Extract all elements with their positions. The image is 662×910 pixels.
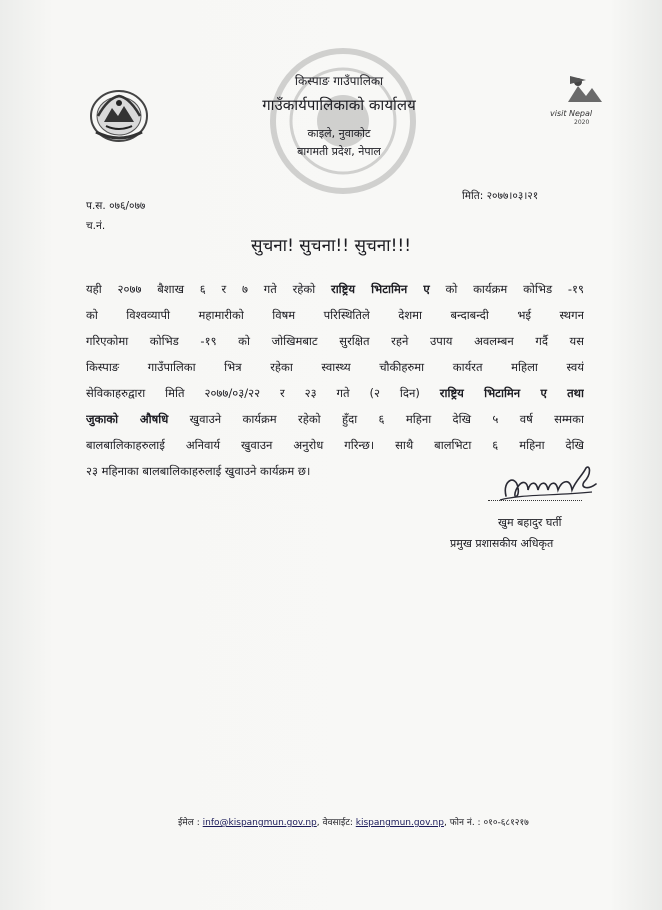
notice-body bbox=[86, 276, 584, 484]
visit-nepal-text: visit Nepal bbox=[550, 109, 593, 118]
cn-number: च.नं. bbox=[86, 220, 106, 232]
email-label: ईमेल : bbox=[178, 818, 203, 828]
body-line: किस्पाङ गाउँपालिका भित्र रहेका स्वास्थ्य चौकीहरुमा कार्यरत महिला स्वयं bbox=[86, 360, 584, 374]
body-line: को विश्वव्यापी महामारीको विषम परिस्थितिले देशमा बन्दाबन्दी भई स्थगन bbox=[86, 308, 584, 322]
phone-number: ०१०-६८१२१७ bbox=[483, 818, 529, 828]
body-line: जुकाको औषधि खुवाउने कार्यक्रम रहेको हुँदा ६ महिना देखि ५ वर्ष सम्मका bbox=[86, 412, 584, 426]
office-address: काइले, नुवाकोट bbox=[307, 127, 371, 140]
footer-contact bbox=[178, 815, 529, 828]
ps-number: प.स. ०७६/०७७ bbox=[86, 200, 146, 212]
email-link[interactable]: info@kispangmun.gov.np bbox=[202, 818, 317, 828]
body-line: सेविकाहरुद्वारा मिति २०७७/०३/२२ र २३ गते (२ दिन) राष्ट्रिय भिटामिन ए तथा bbox=[86, 386, 584, 400]
letter-date: मिति: २०७७।०३।२१ bbox=[462, 190, 539, 202]
body-line: यही २०७७ बैशाख ६ र ७ गते रहेको राष्ट्रिय भिटामिन ए को कार्यक्रम कोभिड -१९ bbox=[86, 282, 584, 296]
notice-title: सुचना! सुचना!! सुचना!!! bbox=[250, 236, 412, 256]
website-link[interactable]: kispangmun.gov.np bbox=[355, 818, 444, 828]
signature-line bbox=[488, 496, 582, 501]
visit-nepal-year: 2020 bbox=[574, 119, 590, 126]
office-seal-icon bbox=[268, 46, 418, 196]
signatory-post: प्रमुख प्रशासकीय अधिकृत bbox=[450, 537, 554, 550]
municipality-name: किस्पाङ गाउँपालिका bbox=[294, 74, 384, 88]
website-label: , वेवसाईट: bbox=[316, 818, 356, 828]
office-name: गाउँकार्यपालिकाको कार्यालय bbox=[262, 96, 416, 114]
body-line: २३ महिनाका बालबालिकाहरुलाई खुवाउने कार्यक्रम छ। bbox=[86, 464, 311, 478]
handwritten-signature-icon bbox=[492, 460, 604, 510]
body-line: गरिएकोमा कोभिड -१९ को जोखिमबाट सुरक्षित रहने उपाय अवलम्बन गर्दै यस bbox=[86, 334, 584, 348]
phone-label: , फोन नं. : bbox=[443, 818, 484, 828]
signatory-name: खुम बहादुर घर्ती bbox=[498, 516, 562, 529]
province-name: बागमती प्रदेश, नेपाल bbox=[297, 145, 381, 158]
body-line: बालबालिकाहरुलाई अनिवार्य खुवाउन अनुरोध गरिन्छ। साथै बालभिटा ६ महिना देखि bbox=[86, 438, 584, 452]
